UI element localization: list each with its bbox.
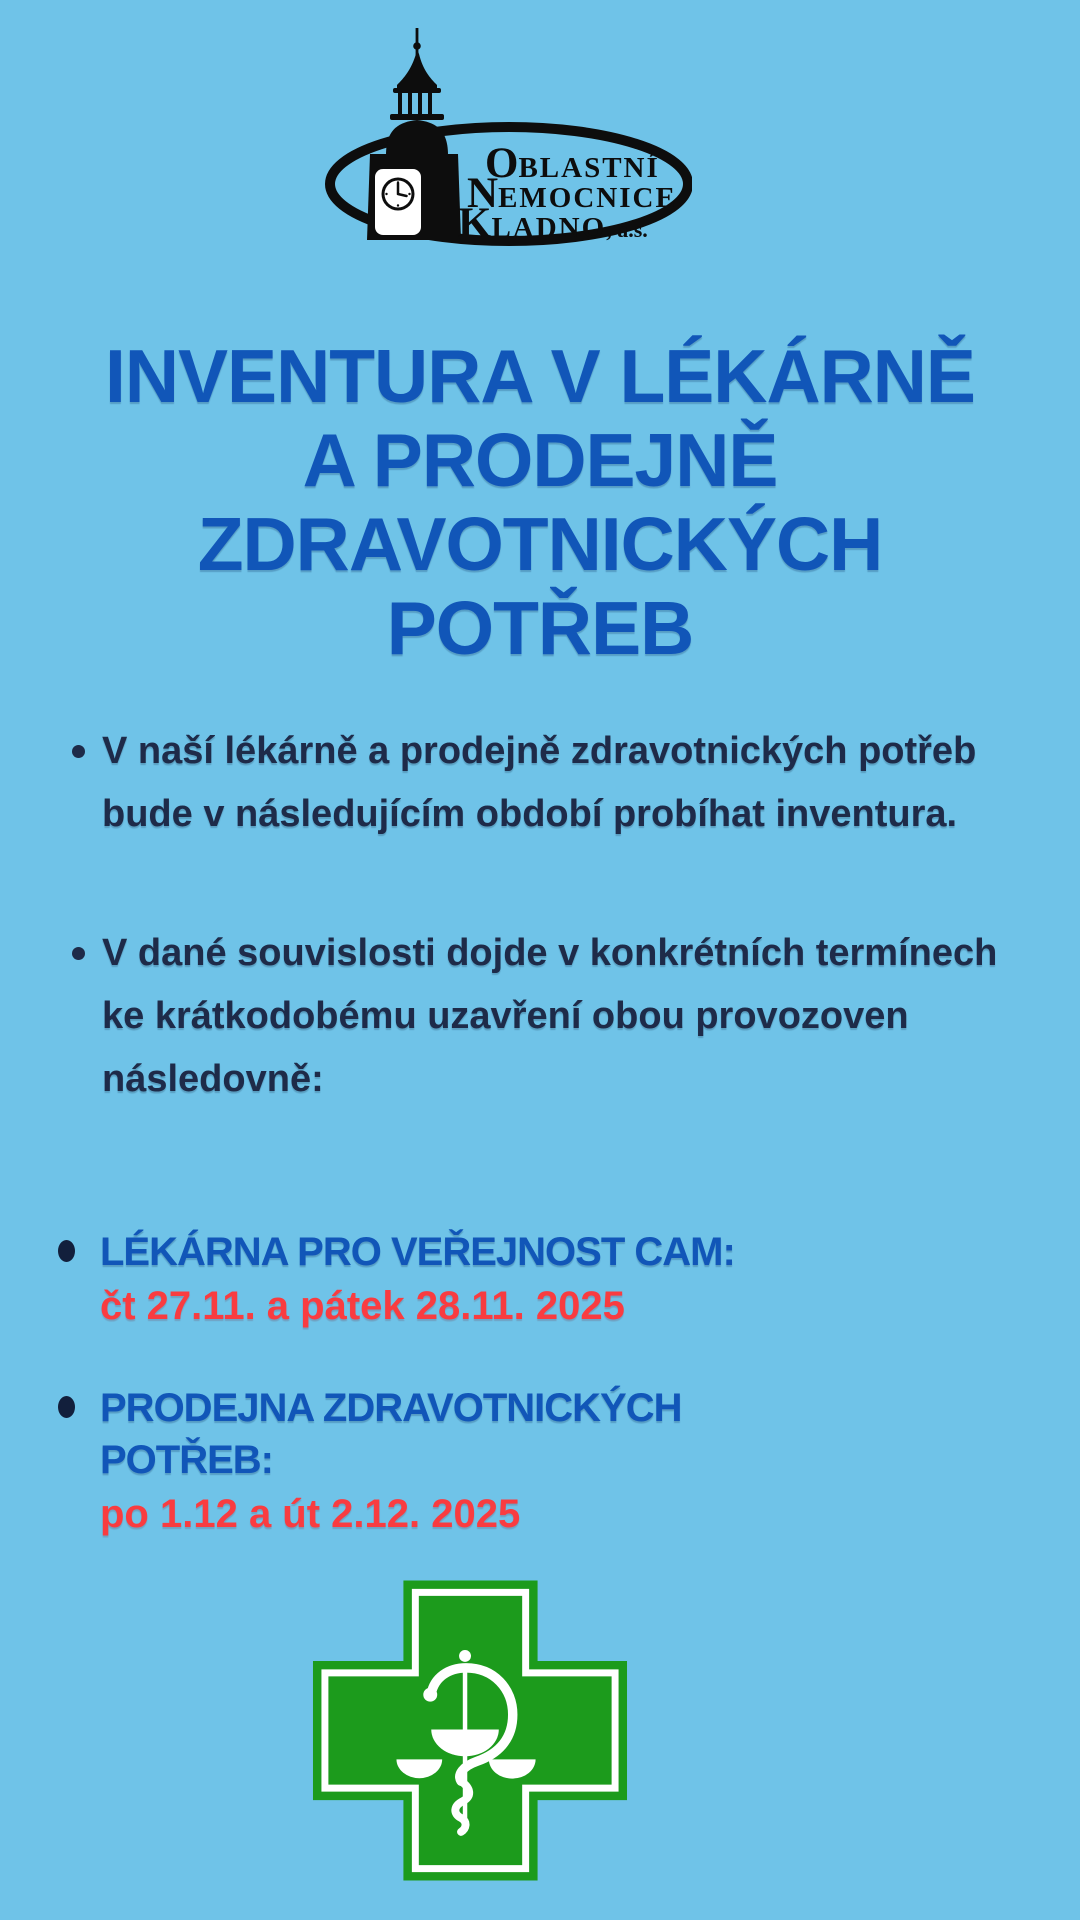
logo-initial-2: N bbox=[467, 170, 499, 217]
logo-initial-1: O bbox=[485, 140, 519, 187]
hospital-logo bbox=[268, 24, 692, 246]
intro-bullet-list bbox=[70, 720, 1042, 1187]
logo-wordmark bbox=[458, 140, 677, 246]
pharmacy-cross-icon bbox=[311, 1578, 629, 1883]
list-item bbox=[56, 1226, 1042, 1332]
closure-heading: LÉKÁRNA PRO VEŘEJNOST CAM: bbox=[100, 1230, 735, 1274]
bullet-text: V dané souvislosti dojde v konkrétních termínech ke krátkodobému uzavření obou provozoven následovně: bbox=[102, 932, 998, 1100]
title-line: INVENTURA V LÉKÁRNĚ bbox=[105, 334, 975, 418]
bullet-text: V naší lékárně a prodejně zdravotnických potřeb bude v následujícím období probíhat inventura. bbox=[102, 730, 977, 835]
page-title bbox=[0, 334, 1080, 670]
logo-word-3: LADNO bbox=[491, 212, 607, 244]
logo-word-1: BLASTNÍ bbox=[518, 152, 660, 184]
closure-heading: PRODEJNA ZDRAVOTNICKÝCH POTŘEB: bbox=[100, 1386, 682, 1482]
title-line: POTŘEB bbox=[386, 586, 694, 670]
closure-bullet-list bbox=[56, 1226, 1042, 1590]
logo-initial-3: K bbox=[458, 200, 492, 246]
list-item bbox=[70, 922, 1042, 1111]
closure-dates: čt 27.11. a pátek 28.11. 2025 bbox=[100, 1284, 625, 1328]
logo-word-2: EMOCNICE bbox=[498, 182, 677, 214]
list-item bbox=[70, 720, 1042, 846]
closure-dates: po 1.12 a út 2.12. 2025 bbox=[100, 1492, 521, 1536]
title-line: ZDRAVOTNICKÝCH bbox=[197, 502, 883, 586]
title-line: A PRODEJNĚ bbox=[302, 418, 778, 502]
list-item bbox=[56, 1382, 1042, 1540]
logo-suffix: , a.s. bbox=[606, 217, 648, 242]
